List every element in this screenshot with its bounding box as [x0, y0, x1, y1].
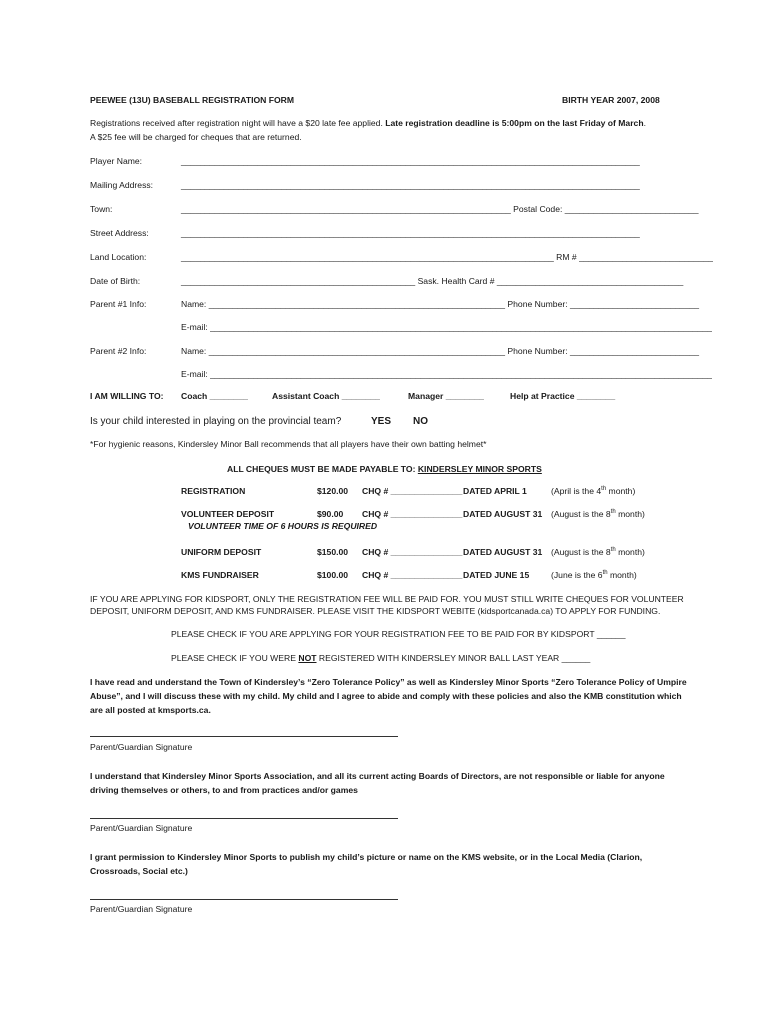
cheque-row-chq-field[interactable]: CHQ # _______________	[362, 509, 463, 519]
late-deadline-text: Late registration deadline is 5:00pm on the last Friday of March	[385, 118, 644, 128]
cheque-row-dated: DATED JUNE 15	[463, 570, 530, 580]
payee-name: KINDERSLEY MINOR SPORTS	[417, 464, 542, 474]
cheque-row-dated: DATED AUGUST 31	[463, 547, 543, 557]
agreement-zero-tolerance: I have read and understand the Town of Kindersley’s “Zero Tolerance Policy” as well as Kindersley Minor Sports “Zero Tolerance Policy of Umpire Abuse”, and I will discuss these with my child. My child and I agree to abide and comply with these policies and also the KMB constitution which are all posted at kmsports.ca.	[90, 677, 687, 715]
not-registered-check[interactable]	[171, 654, 590, 664]
date-of-birth-label: Date of Birth:	[90, 276, 141, 286]
parent2-email-field[interactable]: E-mail: _________________________________________________________________________________________________________	[181, 369, 712, 379]
not-registered-text-a: PLEASE CHECK IF YOU WERE	[171, 653, 299, 663]
cheque-row-dated: DATED APRIL 1	[463, 486, 527, 496]
street-address-field[interactable]: ________________________________________________________________________________________________	[181, 228, 640, 238]
cheque-row-amount: $150.00	[317, 547, 349, 557]
cheque-row-name: VOLUNTEER DEPOSIT	[181, 509, 275, 519]
late-fee-text: Registrations received after registration night will have a $20 late fee applied.	[90, 118, 383, 128]
parent1-email-field[interactable]: E-mail: _________________________________________________________________________________________________________	[181, 322, 712, 332]
player-name-label: Player Name:	[90, 156, 143, 166]
signature-line-1[interactable]	[90, 736, 398, 737]
assistant-coach-option[interactable]: Assistant Coach ________	[272, 391, 380, 401]
helmet-note: *For hygienic reasons, Kindersley Minor Ball recommends that all players have their own batting helmet*	[90, 439, 487, 449]
intro-line-2: A $25 fee will be charged for cheques that are returned.	[90, 132, 302, 142]
intro-period: .	[643, 118, 646, 128]
not-registered-text-b: REGISTERED WITH KINDERSLEY MINOR BALL LAST YEAR ______	[316, 653, 591, 663]
mailing-address-label: Mailing Address:	[90, 180, 154, 190]
not-emphasis: NOT	[298, 653, 317, 663]
town-field[interactable]: _____________________________________________________________________ Postal Code: ____________________________	[181, 204, 699, 214]
signature-label-3: Parent/Guardian Signature	[90, 904, 193, 914]
agreement-media-permission: I grant permission to Kindersley Minor Sports to publish my child’s picture or name on the KMS website, or in the Local Media (Clarion, Crossroads, Social etc.)	[90, 852, 643, 876]
intro-line-1	[90, 119, 646, 129]
help-practice-option[interactable]: Help at Practice ________	[510, 391, 616, 401]
cheque-row-amount: $120.00	[317, 486, 349, 496]
cheque-row-chq-field[interactable]: CHQ # _______________	[362, 486, 463, 496]
cheque-row-note: (April is the 4th month)	[551, 486, 636, 496]
provincial-question: Is your child interested in playing on the provincial team?	[90, 416, 342, 427]
cheque-row-name: UNIFORM DEPOSIT	[181, 547, 262, 557]
signature-label-1: Parent/Guardian Signature	[90, 742, 193, 752]
cheque-row-note: (August is the 8th month)	[551, 509, 645, 519]
cheques-heading-text: ALL CHEQUES MUST BE MADE PAYABLE TO:	[227, 464, 418, 474]
cheques-heading	[227, 465, 542, 475]
cheque-row-name: KMS FUNDRAISER	[181, 570, 259, 580]
willing-label: I AM WILLING TO:	[90, 391, 164, 401]
manager-option[interactable]: Manager ________	[408, 391, 484, 401]
land-location-field[interactable]: ______________________________________________________________________________ RM # ____________________________	[181, 252, 713, 262]
signature-label-2: Parent/Guardian Signature	[90, 823, 193, 833]
provincial-yes[interactable]: YES	[371, 416, 392, 427]
cheque-row-amount: $90.00	[317, 509, 344, 519]
signature-line-3[interactable]	[90, 899, 398, 900]
cheque-row-amount: $100.00	[317, 570, 349, 580]
street-address-label: Street Address:	[90, 228, 149, 238]
kidsport-check[interactable]: PLEASE CHECK IF YOU ARE APPLYING FOR YOUR REGISTRATION FEE TO BE PAID FOR BY KIDSPORT ______	[171, 629, 626, 639]
provincial-no[interactable]: NO	[413, 416, 428, 427]
player-name-field[interactable]: ________________________________________________________________________________________________	[181, 156, 640, 166]
land-location-label: Land Location:	[90, 252, 147, 262]
form-title: PEEWEE (13U) BASEBALL REGISTRATION FORM	[90, 95, 295, 105]
signature-line-2[interactable]	[90, 818, 398, 819]
parent1-label: Parent #1 Info:	[90, 299, 147, 309]
volunteer-note: VOLUNTEER TIME OF 6 HOURS IS REQUIRED	[188, 521, 378, 531]
cheque-row-chq-field[interactable]: CHQ # _______________	[362, 570, 463, 580]
coach-option[interactable]: Coach ________	[181, 391, 248, 401]
cheque-row-note: (August is the 8th month)	[551, 547, 645, 557]
parent2-name-phone-field[interactable]: Name: ______________________________________________________________ Phone Number: ___________________________	[181, 346, 700, 356]
agreement-liability: I understand that Kindersley Minor Sports Association, and all its current acting Boards of Directors, are not responsible or liable for anyone driving themselves or others, to and from practices and/or games	[90, 771, 665, 795]
cheque-row-dated: DATED AUGUST 31	[463, 509, 543, 519]
town-label: Town:	[90, 204, 113, 214]
cheque-row-chq-field[interactable]: CHQ # _______________	[362, 547, 463, 557]
birth-year: BIRTH YEAR 2007, 2008	[562, 95, 660, 105]
parent1-name-phone-field[interactable]: Name: ______________________________________________________________ Phone Number: ___________________________	[181, 299, 700, 309]
kidsport-line-2: DEPOSIT, UNIFORM DEPOSIT, AND KMS FUNDRAISER. PLEASE VISIT THE KIDSPORT WEBITE (kidsportcanada.ca) TO APPLY FOR FUNDING.	[90, 606, 661, 616]
parent2-label: Parent #2 Info:	[90, 346, 147, 356]
mailing-address-field[interactable]: ________________________________________________________________________________________________	[181, 180, 640, 190]
cheque-row-note: (June is the 6th month)	[551, 570, 637, 580]
kidsport-line-1: IF YOU ARE APPLYING FOR KIDSPORT, ONLY THE REGISTRATION FEE WILL BE PAID FOR. YOU MUST STILL WRITE CHEQUES FOR VOLUNTEER	[90, 594, 684, 604]
cheque-row-name: REGISTRATION	[181, 486, 246, 496]
date-of-birth-field[interactable]: _________________________________________________ Sask. Health Card # _______________________________________	[181, 276, 684, 286]
